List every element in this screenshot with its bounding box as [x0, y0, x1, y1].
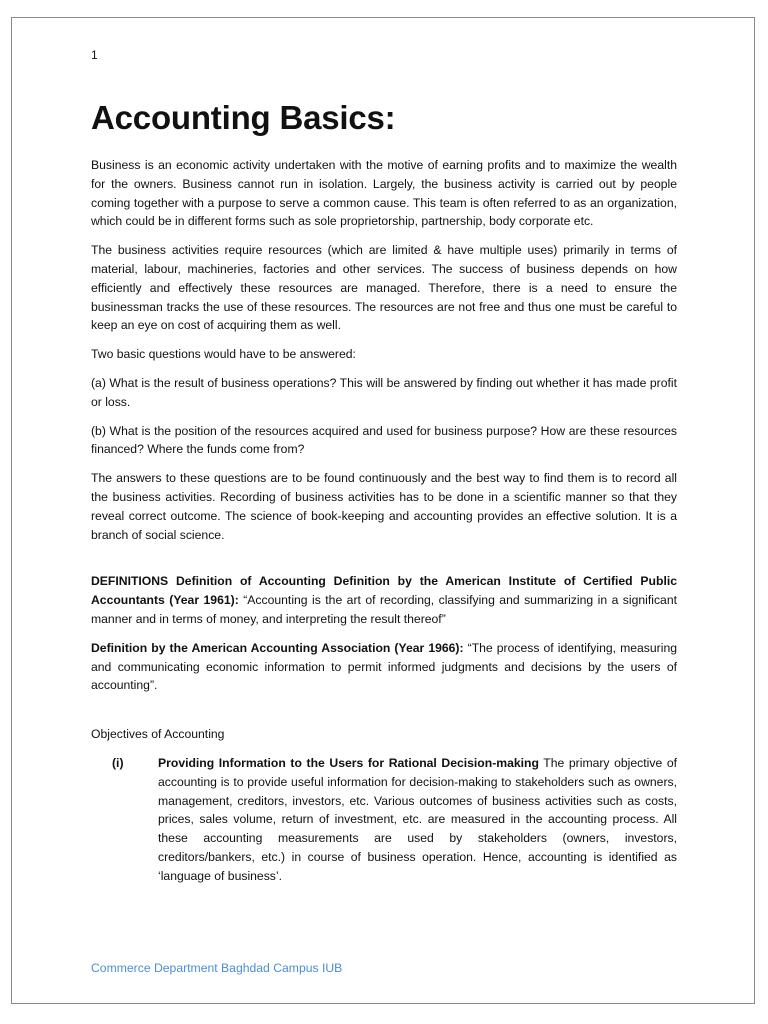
page-number: 1	[91, 48, 98, 62]
objective-item	[91, 754, 677, 886]
definition-aaa-text: “The process of identifying, measuring and communicating economic information to permit informed judgments and decisions by the users of accounting”.	[91, 640, 678, 693]
paragraph-resources: The business activities require resources (which are limited & have multiple uses) primarily in terms of material, labour, machineries, factories and other services. The success of business depends on how efficiently and effectively these resources are managed. Therefore, there is a need to ensure the businessman tracks the use of these resources. The resources are not free and thus one must be careful to keep an eye on cost of acquiring them as well.	[91, 243, 677, 333]
objective-marker: (i)	[112, 755, 124, 770]
objectives-heading: Objectives of Accounting	[91, 727, 225, 742]
document-body	[91, 156, 677, 886]
paragraph-intro: Business is an economic activity undertaken with the motive of earning profits and to maximize the wealth for the owners. Business cannot run in isolation. Largely, the business activity is carried out by people coming together with a purpose to serve a common cause. This team is often referred to as an organization, which could be in different forms such as sole proprietorship, partnership, body corporate etc.	[91, 158, 677, 229]
objective-body	[158, 754, 677, 886]
paragraph-question-b: (b) What is the position of the resources acquired and used for business purpose? How are these resources financed? Where the funds come from?	[91, 423, 677, 457]
paragraph-questions-intro: Two basic questions would have to be answered:	[91, 347, 356, 362]
definition-aicpa-heading: DEFINITIONS Definition of Accounting Definition by the American Institute of Certified Public Accountants (Year 1961):	[91, 574, 677, 608]
page-title: Accounting Basics:	[91, 99, 396, 136]
definition-aicpa-text: “Accounting is the art of recording, classifying and summarizing in a significant manner and in terms of money, and interpreting the result thereof”	[91, 593, 677, 626]
definition-aaa	[91, 639, 677, 695]
objective-text: The primary objective of accounting is to provide useful information for decision-making to stakeholders such as owners, management, creditors, investors, etc. Various outcomes of business activities such as costs, prices, sales volume, return of investment, etc. are measured in the accounting process. All these accounting measurements are used by stakeholders (owners, investors, creditors/bankers, etc.) in course of business operation. Hence, accounting is identified as ‘language of business’.	[158, 755, 677, 883]
page-footer: Commerce Department Baghdad Campus IUB	[91, 961, 343, 975]
paragraph-question-a: (a) What is the result of business operations? This will be answered by finding out whether it has made profit or loss.	[91, 375, 677, 409]
definition-aicpa	[91, 572, 677, 628]
document-page	[11, 17, 755, 1004]
definition-aaa-heading: Definition by the American Accounting Association (Year 1966):	[91, 640, 464, 655]
objective-title: Providing Information to the Users for Rational Decision-making	[158, 755, 539, 770]
paragraph-answers: The answers to these questions are to be found continuously and the best way to find them is to record all the business activities. Recording of business activities has to be done in a scientific manner so that they reveal correct outcome. The science of book-keeping and accounting provides an effective solution. It is a branch of social science.	[91, 471, 677, 542]
